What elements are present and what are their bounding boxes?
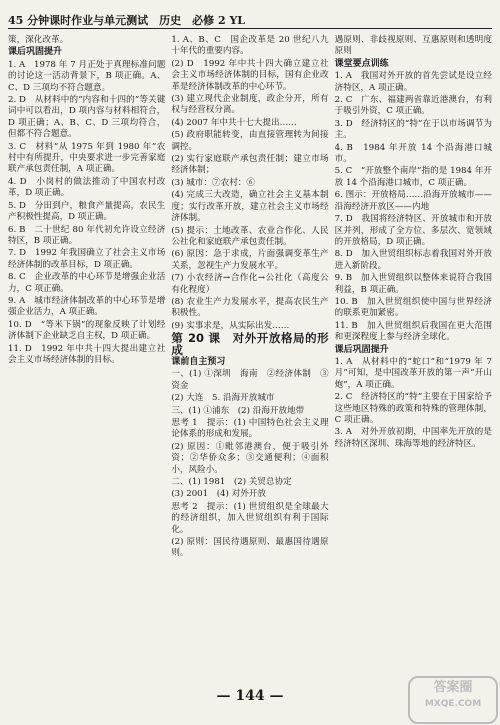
answer-line: 8. C 企业改革的中心环节是增强企业活力，C 项正确。 (8, 272, 166, 294)
answer-line: 11. D 1992 年中共十四大提出建立社会主义市场经济体制的目标。 (8, 343, 166, 365)
answer-line: 9. B 加入世贸组织以整体来说符合我国利益，B 项正确。 (334, 273, 492, 295)
answer-line: (3) 城市：⑦农村：⑥ (171, 177, 255, 188)
answer-line: (5) 提示：土地改革、农业合作化、人民公社化和家庭联产承包责任制。 (171, 225, 329, 247)
section-heading: 课前自主预习 (171, 356, 226, 367)
column-middle (171, 35, 328, 561)
answer-line: 3. C 材料“从 1975 年到 1980 年”农村中有所提升，中央要求进一步完善家庭联产承包责任制，A 项正确。 (8, 141, 166, 175)
answer-line: 思考 2 提示：(1) 世贸组织是全球最大的经济组织，加入世贸组织有利于国际化。 (171, 501, 329, 535)
answer-line: 2. C 广东、福建两省靠近港澳台，有利于吸引外资，C 项正确。 (334, 95, 492, 117)
answer-line: 7. D 我国将经济特区、开放城市和开放区并列，形成了全方位、多层次、宽领域的开放格局，D 项正确。 (334, 214, 492, 247)
column-left (8, 35, 165, 561)
answer-line: 11. B 加入世贸组织后我国在更大范围和更深程度上参与经济全球化。 (334, 320, 492, 343)
answer-line: (2) 大连 5. 沿海开放城市 (171, 393, 275, 404)
answer-line: (3) 建立现代企业制度，政企分开，所有权与经营权分离。 (171, 94, 329, 116)
lesson-title: 第 20 课 对外开放格局的形成 (171, 331, 329, 357)
answer-line: 遇原则、非歧视原则、互惠原则和透明度原则 (334, 35, 492, 57)
watermark-url: MXQE.COM (424, 699, 482, 709)
answer-line: 3. A 对外开放初期，中国率先开放的是经济特区深圳、珠海等地的经济特区。 (334, 427, 492, 449)
answer-line: 策，深化改革。 (8, 35, 69, 45)
answer-line: 1. A 从材料中的“蛇口”和“1979 年 7 月”可知，是中国改革开放的第一声“开山炮”，A 项正确。 (334, 356, 492, 390)
answer-line: 1. A、B、C 国企改革是 20 世纪八九十年代的重要内容。 (171, 35, 329, 57)
answer-line: (3) 2001 (4) 对外开放 (171, 489, 266, 500)
answer-line: (6) 原因：急于求成，片面强调变革生产关系，忽视生产力发展水平。 (171, 249, 329, 271)
answer-line: 9. A 城市经济体制改革的中心环节是增强企业活力，A 项正确。 (8, 295, 166, 318)
running-header (8, 6, 492, 29)
answer-line: (7) 小农经济→合作化→公社化（高度公有化程度） (171, 273, 329, 295)
answer-line: 2. C 经济特区的“特”主要在于国家给予这些地区特殊的政策和特殊的管理体制，C 项正确。 (334, 392, 492, 425)
answer-line: (8) 农业生产力发展水平，提高农民生产积极性。 (171, 296, 329, 319)
answer-line: 6. B 二十世纪 80 年代初允许设立经济特区，B 项正确。 (8, 224, 166, 246)
answer-line: 7. D 1992 年我国确立了社会主义市场经济体制的改革目标，D 项正确。 (8, 248, 166, 270)
column-right (335, 35, 492, 561)
page-number: — 144 — (216, 688, 284, 704)
answer-line: 10. D “等米下锅”的现象反映了计划经济体制下企业缺乏自主权，D 项正确。 (8, 319, 166, 342)
section-heading: 课堂要点训练 (334, 58, 389, 69)
watermark-text: 答案圈 (433, 680, 473, 695)
answer-line: 三、(1) ①浦东 (2) 沿海开放地带 (171, 405, 305, 416)
answer-line: (4) 2007 年中共十七大提出…… (171, 117, 297, 128)
answer-line: (2) 原则：国民待遇原则、最惠国待遇原则。 (171, 537, 329, 559)
answer-line: 二、(1) 1981 (2) 关贸总协定 (171, 477, 292, 488)
answer-line: 5. D 分田到户，粮食产量提高，农民生产积极性提高，D 项正确。 (8, 200, 166, 223)
answer-line: 8. D 加入世贸组织标志着我国对外开放进入新阶段。 (334, 249, 492, 271)
header-title: 45 分钟课时作业与单元测试 历史 必修 2 YL (8, 14, 246, 27)
answer-line: (4) 完成三大改造，确立社会主义基本制度；实行改革开放，建立社会主义市场经济体制。 (171, 190, 329, 224)
answer-line: (9) 实事求是，从实际出发…… (171, 320, 290, 331)
answer-line: 思考 1 提示：(1) 中国特色社会主义理论体系的形成和发展。 (171, 418, 329, 440)
answer-line: 10. B 加入世贸组织使中国与世界经济的联系更加紧密。 (334, 296, 492, 319)
answer-columns (8, 35, 492, 561)
section-heading: 课后巩固提升 (334, 344, 389, 355)
answer-line: 3. D 经济特区的“特”在于以市场调节为主。 (334, 118, 492, 141)
answer-line: (2) D 1992 年中共十四大确立建立社会主义市场经济体制的目标，国有企业改革是经济体制改革的中心环节。 (171, 58, 329, 92)
answer-line: (2) 原因：①毗邻港澳台，便于吸引外资；②华侨众多；③交通便利；④面积小，风险小。 (171, 441, 329, 475)
answer-line: 2. D 从材料中的“内容和十四的”等关键词中可以看出，D 项内容与材料相符合，D 项正确；A、B、C、D 三项均符合，但都不符合题意。 (8, 95, 166, 140)
answer-line: (2) 实行家庭联产承包责任制；建立市场经济体制； (171, 154, 329, 176)
answer-line: 1. A 我国对外开放的首先尝试是设立经济特区，A 项正确。 (334, 71, 492, 93)
answer-line: 6. 图示：开放格局……沿海开放城市——沿海经济开放区——内地 (334, 190, 492, 212)
answer-line: 一、(1) ①深圳 海南 ②经济体制 ③资金 (171, 369, 329, 391)
section-heading: 课后巩固提升 (8, 47, 63, 58)
answer-line: 4. D 小岗村的做法推动了中国农村改革，D 项正确。 (8, 176, 166, 199)
answer-line: 1. A 1978 年 7 月正处于真理标准问题的讨论这一活动背景下，B 项正确。A、C、D 三项均不符合题意。 (8, 59, 166, 93)
answer-line: 4. B 1984 年开放 14 个沿海港口城市。 (334, 142, 492, 165)
answer-line: (5) 政府职能转变，由直接管理转为间接调控。 (171, 130, 329, 152)
answer-line: 5. C “开放整个南岸”指的是 1984 年开放 14 个沿海港口城市，C 项正确。 (334, 166, 492, 188)
watermark-logo (408, 676, 498, 724)
